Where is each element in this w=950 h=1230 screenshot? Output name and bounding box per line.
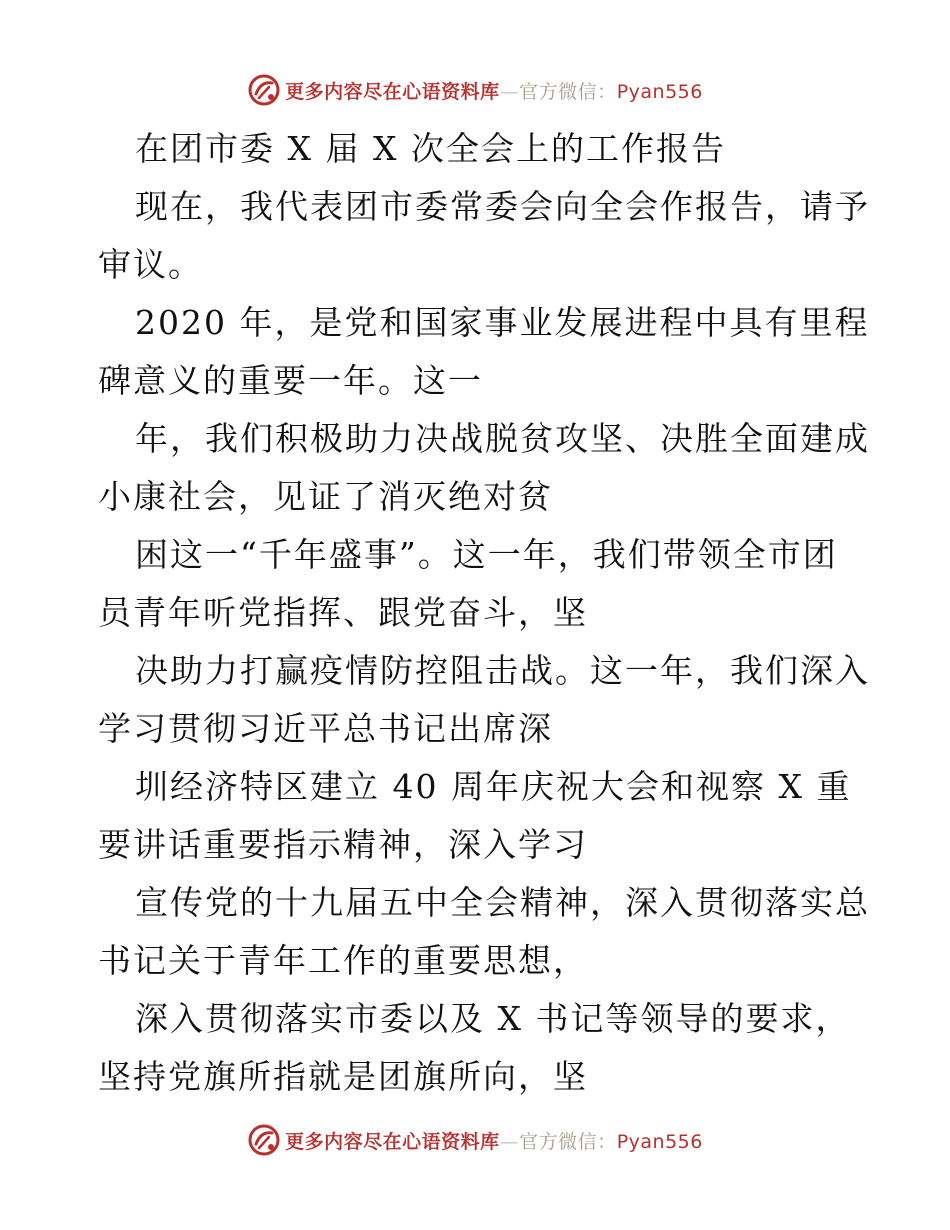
- paragraph-line: 圳经济特区建立 40 周年庆祝大会和视察 X 重: [135, 767, 852, 806]
- paragraph-line: 碑意义的重要一年。这一: [98, 361, 483, 400]
- watermark-wechat-label: 官方微信：: [519, 80, 617, 103]
- document-title: 在团市委 X 届 X 次全会上的工作报告: [135, 129, 726, 168]
- paragraph-line: 宣传党的十九届五中全会精神，深入贯彻落实总: [135, 883, 870, 922]
- paragraph-line: 员青年听党指挥、跟党奋斗，坚: [98, 593, 588, 632]
- watermark-text: [285, 1127, 703, 1154]
- watermark-wechat-id: Pyan556: [616, 1130, 703, 1153]
- footer-watermark: [0, 1120, 950, 1160]
- watermark-separator: —: [499, 80, 520, 103]
- watermark-wechat-label: 官方微信：: [519, 1130, 617, 1153]
- paragraph-line: 困这一“千年盛事”。这一年，我们带领全市团: [135, 535, 838, 574]
- paragraph-line: 2020 年，是党和国家事业发展进程中具有里程: [135, 303, 870, 342]
- seal-logo-icon: [247, 1123, 281, 1157]
- paragraph-line: 学习贯彻习近平总书记出席深: [98, 709, 553, 748]
- document-body: [98, 120, 870, 1106]
- paragraph-line: 小康社会，见证了消灭绝对贫: [98, 477, 553, 516]
- paragraph-line: 书记关于青年工作的重要思想，: [98, 941, 588, 980]
- paragraph-line: 坚持党旗所指就是团旗所向，坚: [98, 1057, 588, 1096]
- seal-logo-icon: [247, 73, 281, 107]
- paragraph-line: 要讲话重要指示精神，深入学习: [98, 825, 588, 864]
- paragraph-line: 审议。: [98, 245, 203, 284]
- paragraph-line: 深入贯彻落实市委以及 X 书记等领导的要求，: [135, 999, 851, 1038]
- watermark-slogan: 更多内容尽在心语资料库: [285, 1130, 500, 1153]
- paragraph-line: 决助力打赢疫情防控阻击战。这一年，我们深入: [135, 651, 870, 690]
- watermark-text: [285, 77, 703, 104]
- paragraph-line: 现在，我代表团市委常委会向全会作报告，请予: [135, 187, 870, 226]
- paragraph-line: 年，我们积极助力决战脱贫攻坚、决胜全面建成: [135, 419, 870, 458]
- watermark-wechat-id: Pyan556: [616, 80, 703, 103]
- header-watermark: [0, 70, 950, 110]
- watermark-slogan: 更多内容尽在心语资料库: [285, 80, 500, 103]
- watermark-separator: —: [499, 1130, 520, 1153]
